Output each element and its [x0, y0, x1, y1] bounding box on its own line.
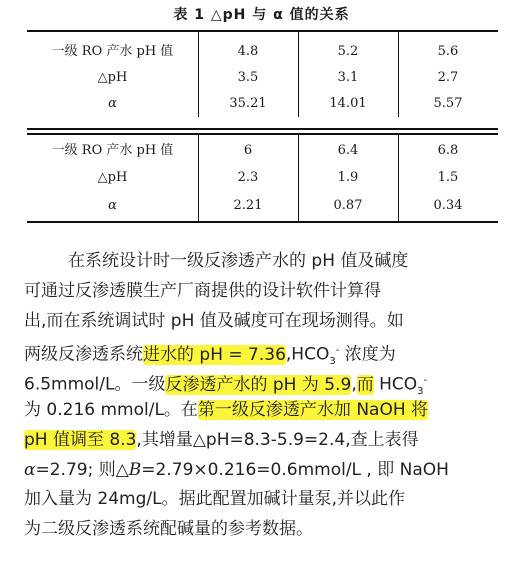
- text-run: 浓度为: [339, 345, 396, 366]
- table-cell: 3.5: [237, 70, 259, 85]
- paragraph-line: [24, 426, 500, 456]
- highlighted-text: pH 值调至 8.3: [24, 429, 137, 450]
- table-row: [27, 93, 498, 115]
- table-cell: 14.01: [329, 96, 367, 111]
- table-separator-rule-bottom: [27, 133, 498, 135]
- table-cell: 5.2: [337, 44, 359, 59]
- text-run: =2.79; 则△: [35, 459, 129, 480]
- table-row: [27, 167, 498, 189]
- alpha-symbol: α: [24, 459, 36, 480]
- text-run: ,其增量△pH=8.3-5.9=2.4,查上表得: [136, 429, 419, 450]
- table-row: [27, 195, 498, 217]
- subscript: 3: [329, 356, 336, 367]
- superscript: -: [335, 345, 340, 357]
- text-run: HCO: [373, 374, 418, 395]
- table-cell: 2.3: [237, 170, 259, 185]
- text-run: ,: [351, 374, 357, 395]
- paragraph-line: [24, 366, 500, 396]
- table-cell: 35.21: [229, 96, 267, 111]
- table-cell: 5.57: [433, 96, 463, 111]
- paragraph-line: 出,而在系统调试时 pH 值及碱度可在现场测得。如: [24, 310, 404, 331]
- table-separator-rule-top: [27, 128, 498, 130]
- row-label: α: [108, 198, 117, 213]
- table-row: [27, 41, 498, 63]
- table-cell: 4.8: [237, 44, 259, 59]
- superscript: -: [423, 375, 428, 387]
- highlighted-text: 而: [356, 374, 374, 395]
- table-cell: 1.5: [437, 170, 459, 185]
- row-label: 一级 RO 产水 pH 值: [51, 143, 174, 158]
- highlighted-text: 第一级反渗透产水加 NaOH 将: [197, 399, 429, 420]
- table-cell: 2.7: [437, 70, 459, 85]
- table-cell: 0.34: [433, 198, 463, 213]
- highlighted-text: 反渗透产水的 pH 为 5.9: [165, 374, 352, 395]
- table-cell: 2.21: [233, 198, 263, 213]
- text-run: 两级反渗透系统: [24, 345, 143, 366]
- table-cell: 6: [243, 143, 253, 158]
- text-run: 为 0.216 mmol/L。在: [24, 399, 198, 420]
- paragraph-line: 在系统设计时一级反渗透产水的 pH 值及碱度: [68, 251, 409, 271]
- text-run: =2.79×0.216=0.6mmol/L , 即 NaOH: [141, 459, 449, 480]
- table-cell: 1.9: [337, 170, 359, 185]
- table-cell: 6.4: [337, 143, 359, 158]
- text-run: ,HCO: [285, 345, 330, 366]
- table1-top-rule: [27, 30, 498, 32]
- italic-variable: B: [128, 459, 142, 480]
- table2-bottom-rule: [27, 221, 498, 223]
- table-cell: 6.8: [437, 143, 459, 158]
- highlighted-text: 进水的 pH = 7.36: [143, 345, 286, 366]
- table-cell: 5.6: [437, 44, 459, 59]
- subscript: 3: [417, 386, 424, 396]
- table-caption: 表 1 △pH 与 α 值的关系: [173, 7, 350, 23]
- table-cell: 3.1: [337, 70, 359, 85]
- row-label: 一级 RO 产水 pH 值: [51, 44, 174, 59]
- paragraph-line: [24, 336, 500, 366]
- text-run: 6.5mmol/L。一级: [24, 374, 166, 395]
- paragraph-line: 为二级反渗透系统配碱量的参考数据。: [24, 519, 313, 540]
- paragraph-line: 可通过反渗透膜生产厂商提供的设计软件计算得: [24, 280, 381, 301]
- row-label: △pH: [97, 170, 128, 185]
- paragraph-line: 加入量为 24mg/L。据此配置加碱计量泵,并以此作: [24, 489, 405, 510]
- paragraph-line: [24, 396, 500, 426]
- body-paragraph: [24, 247, 500, 545]
- table-row: [27, 140, 498, 162]
- table-cell: 0.87: [333, 198, 363, 213]
- row-label: α: [108, 96, 117, 111]
- row-label: △pH: [97, 70, 128, 85]
- table-row: [27, 67, 498, 89]
- paragraph-line: [24, 456, 500, 486]
